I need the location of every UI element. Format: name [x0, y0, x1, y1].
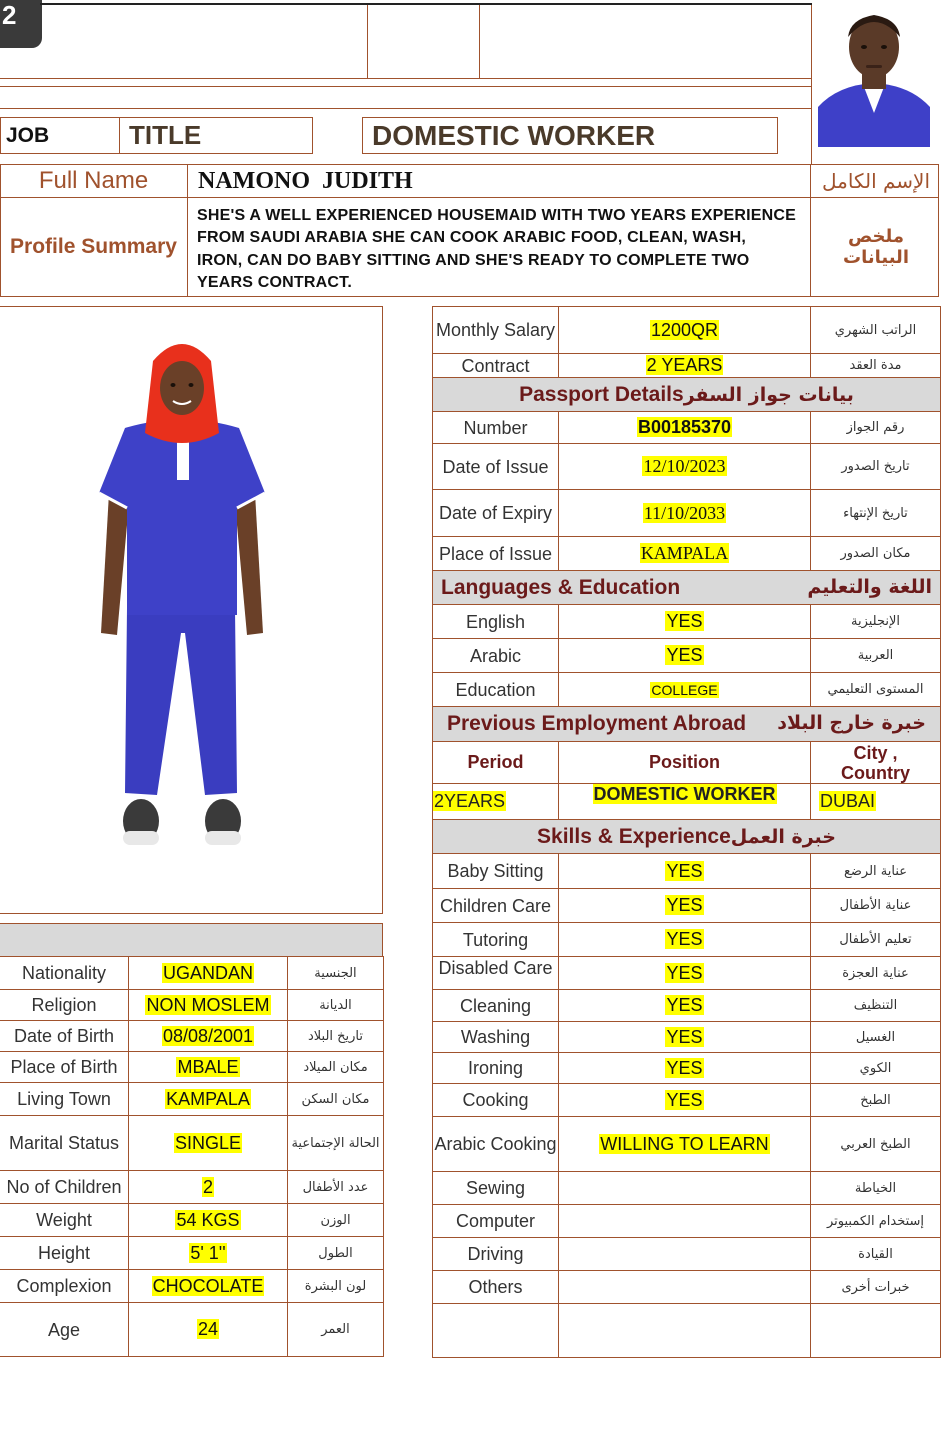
full-body-photo [95, 333, 270, 853]
skills-section-header [433, 820, 941, 854]
job-label: JOB [6, 123, 50, 147]
row-label-ar: رقم الجواز [811, 412, 941, 444]
period-value: 2YEARS [433, 784, 559, 820]
profile-line: IRON, CAN DO BABY SITTING AND SHE'S READY TO COMPLETE TWO [197, 251, 750, 269]
row-label-ar: تعليم الأطفال [811, 923, 941, 957]
row-value: NON MOSLEM [129, 990, 288, 1021]
profile-line: SHE'S A WELL EXPERIENCED HOUSEMAID WITH TWO YEARS EXPERIENCE [197, 207, 796, 224]
row-label-ar: الطبخ [811, 1084, 941, 1117]
row-value: UGANDAN [129, 957, 288, 990]
languages-section-header [433, 571, 941, 605]
profile-line: FROM SAUDI ARABIA SHE CAN COOK ARABIC FOOD, CLEAN, WASH, [197, 229, 746, 247]
row-label: Place of Issue [433, 537, 559, 571]
full-name-label-ar: الإسم الكامل [821, 169, 931, 193]
header-rule [0, 78, 812, 79]
salary-label: Monthly Salary [433, 307, 559, 354]
row-label-ar: تاريخ الصدور [811, 444, 941, 490]
job-title-value: DOMESTIC WORKER [372, 119, 656, 151]
table-row [433, 673, 941, 707]
top-border [40, 3, 812, 5]
row-label-ar: القيادة [811, 1238, 941, 1271]
personal-section-header [0, 923, 383, 957]
row-value: SINGLE [129, 1116, 288, 1171]
full-name-label: Full Name [38, 167, 149, 194]
profile-summary-text [197, 205, 807, 294]
row-label: Washing [433, 1022, 559, 1053]
empty-cell [559, 1304, 811, 1358]
table-row [433, 1205, 941, 1238]
details-table [432, 306, 941, 1358]
table-row [433, 1022, 941, 1053]
city-header: City , Country [811, 742, 941, 784]
table-row [0, 1270, 384, 1303]
row-label-ar: عناية الأطفال [811, 889, 941, 923]
row-value: YES [559, 1053, 811, 1084]
table-row [433, 490, 941, 537]
table-row [0, 1237, 384, 1270]
row-label-ar: الجنسية [288, 957, 384, 990]
contract-value: 2 YEARS [559, 354, 811, 378]
row-label-ar: مكان الصدور [811, 537, 941, 571]
row-value: 2 [129, 1171, 288, 1204]
row-value: KAMPALA [129, 1083, 288, 1116]
row-label: Computer [433, 1205, 559, 1238]
city-value: DUBAI [811, 784, 941, 820]
employment-title: Previous Employment Abroad [447, 712, 747, 735]
table-row [0, 1204, 384, 1237]
row-value: MBALE [129, 1052, 288, 1083]
table-row [0, 1303, 384, 1357]
header-divider [367, 5, 368, 78]
table-row [433, 1238, 941, 1271]
row-value: YES [559, 1022, 811, 1053]
row-value: YES [559, 889, 811, 923]
table-row [433, 307, 941, 354]
row-label: Ironing [433, 1053, 559, 1084]
table-row [433, 605, 941, 639]
row-value [559, 1172, 811, 1205]
row-label: Complexion [0, 1270, 129, 1303]
row-label-ar: لون البشرة [288, 1270, 384, 1303]
employment-title-ar: خبرة خارج البلاد [777, 712, 926, 734]
row-label-ar: مكان السكن [288, 1083, 384, 1116]
row-value: YES [559, 639, 811, 673]
skills-title-ar: خبرة العمل [730, 825, 836, 848]
row-value: 54 KGS [129, 1204, 288, 1237]
row-value: KAMPALA [559, 537, 811, 571]
row-label-ar: عناية العجزة [811, 957, 941, 990]
table-row [433, 412, 941, 444]
row-label-ar: الطول [288, 1237, 384, 1270]
row-value: 11/10/2033 [559, 490, 811, 537]
table-row [433, 537, 941, 571]
row-label: No of Children [0, 1171, 129, 1204]
row-label: Age [0, 1303, 129, 1357]
salary-value: 1200QR [559, 307, 811, 354]
passport-number: B00185370 [559, 412, 811, 444]
row-label: Number [433, 412, 559, 444]
table-row [0, 1083, 384, 1116]
row-label: Arabic [433, 639, 559, 673]
table-row [433, 957, 941, 990]
row-label-ar: الديانة [288, 990, 384, 1021]
row-value [559, 1205, 811, 1238]
passport-title-ar: بيانات جواز السفر [683, 383, 854, 406]
full-name-value: NAMONO JUDITH [198, 167, 413, 194]
passport-title: Passport Details [519, 382, 684, 406]
table-row [433, 1117, 941, 1172]
table-row [0, 1021, 384, 1052]
row-value [559, 1271, 811, 1304]
row-value: CHOCOLATE [129, 1270, 288, 1303]
skills-title: Skills & Experience [537, 824, 731, 848]
headshot-photo [818, 7, 930, 147]
row-label-ar: إستخدام الكمبيوتر [811, 1205, 941, 1238]
salary-label-ar: الراتب الشهري [811, 307, 941, 354]
header-rule [811, 5, 812, 165]
row-label-ar: الإنجليزية [811, 605, 941, 639]
table-row [433, 1172, 941, 1205]
languages-title: Languages & Education [441, 575, 681, 599]
contract-label-ar: مدة العقد [811, 354, 941, 378]
row-label: Living Town [0, 1083, 129, 1116]
table-row [0, 1116, 384, 1171]
profile-summary-label: Profile Summary [10, 235, 177, 258]
row-value: 08/08/2001 [129, 1021, 288, 1052]
job-divider [119, 117, 120, 154]
row-label: Others [433, 1271, 559, 1304]
header-divider [479, 5, 480, 78]
table-row [433, 854, 941, 889]
table-row [433, 1271, 941, 1304]
table-row [0, 990, 384, 1021]
row-label-ar: العمر [288, 1303, 384, 1357]
row-value: 24 [129, 1303, 288, 1357]
row-label: Disabled Care [433, 957, 559, 990]
row-label: Cooking [433, 1084, 559, 1117]
employment-section-header [433, 707, 941, 742]
table-row [433, 444, 941, 490]
row-label-ar: التنظيف [811, 990, 941, 1022]
table-row [433, 1053, 941, 1084]
languages-title-ar: اللغة والتعليم [807, 575, 932, 598]
table-row [433, 639, 941, 673]
position-value: DOMESTIC WORKER [559, 784, 811, 820]
row-label-ar: الطبخ العربي [811, 1117, 941, 1172]
row-label-ar: خبرات أخرى [811, 1271, 941, 1304]
row-label: Weight [0, 1204, 129, 1237]
period-header: Period [433, 742, 559, 784]
row-label-ar: المستوى التعليمي [811, 673, 941, 707]
row-label-ar: تاريخ الإنتهاء [811, 490, 941, 537]
position-header: Position [559, 742, 811, 784]
row-label: Cleaning [433, 990, 559, 1022]
table-row [433, 1304, 941, 1358]
employment-header-row [433, 742, 941, 784]
row-label-ar: الوزن [288, 1204, 384, 1237]
row-value: YES [559, 1084, 811, 1117]
row-label: Baby Sitting [433, 854, 559, 889]
table-row [433, 1084, 941, 1117]
table-row [0, 1171, 384, 1204]
table-row [0, 1052, 384, 1083]
row-label: Children Care [433, 889, 559, 923]
row-label-ar: عناية الرضع [811, 854, 941, 889]
empty-cell [433, 1304, 559, 1358]
row-value: 12/10/2023 [559, 444, 811, 490]
employment-row [433, 784, 941, 820]
profile-line: YEARS CONTRACT. [197, 273, 353, 291]
row-label: Driving [433, 1238, 559, 1271]
contract-label: Contract [433, 354, 559, 378]
table-row [433, 889, 941, 923]
row-value: YES [559, 990, 811, 1022]
row-label-ar: مكان الميلاد [288, 1052, 384, 1083]
row-label: Tutoring [433, 923, 559, 957]
row-label-ar: الغسيل [811, 1022, 941, 1053]
row-label: Marital Status [0, 1116, 129, 1171]
row-value: YES [559, 923, 811, 957]
passport-section-header [433, 378, 941, 412]
profile-summary-label-ar: ملخص البيانات [843, 226, 909, 268]
row-label: Date of Issue [433, 444, 559, 490]
row-label: Education [433, 673, 559, 707]
row-value: YES [559, 854, 811, 889]
row-label-ar: الكوي [811, 1053, 941, 1084]
empty-cell [811, 1304, 941, 1358]
row-label: Nationality [0, 957, 129, 990]
row-label: Sewing [433, 1172, 559, 1205]
row-label-ar: العربية [811, 639, 941, 673]
row-value: YES [559, 605, 811, 639]
header-rule [0, 108, 812, 109]
row-value [559, 1238, 811, 1271]
row-label-ar: عدد الأطفال [288, 1171, 384, 1204]
row-label-ar: الحالة الإجتماعية [288, 1116, 384, 1171]
row-value: YES [559, 957, 811, 990]
row-label: Height [0, 1237, 129, 1270]
title-label: TITLE [129, 120, 202, 150]
row-label: English [433, 605, 559, 639]
row-value: WILLING TO LEARN [559, 1117, 811, 1172]
personal-details-table [0, 956, 384, 1357]
table-row [0, 957, 384, 990]
row-label: Arabic Cooking [433, 1117, 559, 1172]
page-number-badge: 2 [0, 0, 42, 48]
row-label: Religion [0, 990, 129, 1021]
table-row [433, 354, 941, 378]
row-value: 5' 1'' [129, 1237, 288, 1270]
row-label: Date of Expiry [433, 490, 559, 537]
row-label: Place of Birth [0, 1052, 129, 1083]
row-value: COLLEGE [559, 673, 811, 707]
row-label-ar: تاريخ البلاد [288, 1021, 384, 1052]
row-label: Date of Birth [0, 1021, 129, 1052]
table-row [433, 923, 941, 957]
row-label-ar: الخياطة [811, 1172, 941, 1205]
header-rule [0, 86, 812, 87]
table-row [433, 990, 941, 1022]
